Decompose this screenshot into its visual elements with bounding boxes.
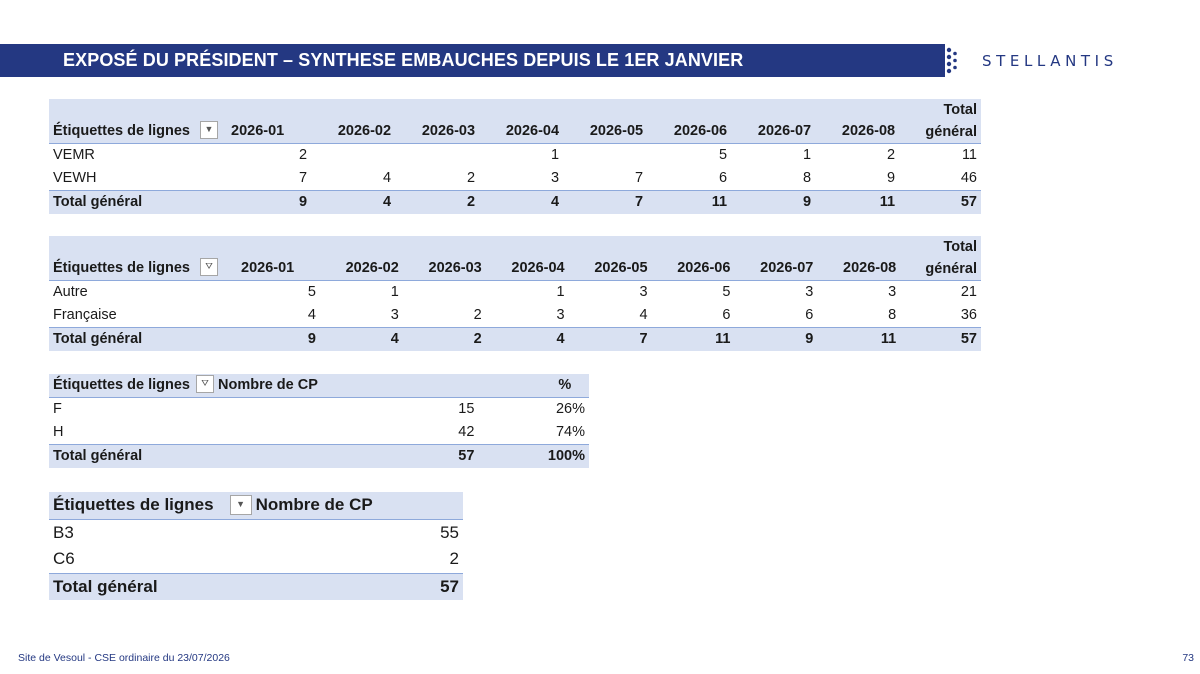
- cell: 1: [803, 147, 812, 163]
- col-header: 2026-05: [569, 236, 652, 281]
- cell: 3: [639, 284, 648, 300]
- cell: 4: [382, 170, 392, 186]
- cell: 42: [458, 424, 475, 440]
- grand-total-percent: 100%: [478, 445, 589, 469]
- pivot-table-gender: [49, 374, 589, 468]
- dropdown-arrow-icon[interactable]: ▼: [200, 121, 218, 139]
- col-header-percent: %: [478, 374, 589, 398]
- row-label: Total général: [49, 191, 227, 215]
- cell: 15: [458, 401, 475, 417]
- cell: 2: [298, 147, 308, 163]
- cell: 3: [550, 170, 560, 186]
- cell: 8: [803, 170, 812, 186]
- col-header: 2026-03: [403, 236, 486, 281]
- col-header: 2026-07: [734, 236, 817, 281]
- cell: 7: [563, 191, 647, 215]
- empty-header-cell: [360, 374, 478, 398]
- cell: 2: [466, 170, 476, 186]
- col-header: 2026-08: [817, 236, 900, 281]
- grand-total: 57: [360, 445, 478, 469]
- cell: 9: [227, 191, 311, 215]
- cell: 3: [888, 284, 897, 300]
- cell: 11: [815, 191, 899, 215]
- table-header-row: [49, 374, 589, 398]
- cell: 3: [556, 307, 565, 323]
- row-labels-header: Étiquettes de lignes ▼: [49, 99, 227, 144]
- cell: 2: [395, 191, 479, 215]
- col-header: 2026-06: [647, 99, 731, 144]
- col-header: 2026-08: [815, 99, 899, 144]
- cell: 2: [473, 307, 482, 323]
- cell: [403, 281, 486, 305]
- cell: 74%: [555, 424, 585, 440]
- col-header: 2026-03: [395, 99, 479, 144]
- cell: 11: [817, 328, 900, 352]
- table-row: [49, 281, 981, 305]
- row-label: Total général: [49, 573, 415, 600]
- row-label: C6: [53, 549, 75, 568]
- cell: 7: [569, 328, 652, 352]
- cell: 2: [403, 328, 486, 352]
- cell: 7: [635, 170, 644, 186]
- cell: 9: [887, 170, 896, 186]
- filter-funnel-icon[interactable]: ⛛: [200, 258, 218, 276]
- stellantis-logo: STELLANTIS: [982, 52, 1118, 70]
- col-header: 2026-07: [731, 99, 815, 144]
- table-header-row: [49, 492, 463, 519]
- cell: 2: [887, 147, 896, 163]
- dropdown-arrow-icon[interactable]: ▼: [230, 495, 252, 515]
- grand-total-row: [49, 328, 981, 352]
- cell: 6: [722, 307, 731, 323]
- row-labels-header: Étiquettes de lignes ⛛ Nombre de CP: [49, 374, 360, 398]
- slide-title-bar: [0, 44, 945, 77]
- cell: 9: [237, 328, 320, 352]
- cell: 55: [440, 522, 459, 542]
- row-label: Autre: [53, 284, 88, 300]
- cell: 3: [390, 307, 399, 323]
- cell: [311, 144, 395, 168]
- row-label: F: [53, 401, 62, 417]
- slide-footer: Site de Vesoul - CSE ordinaire du 23/07/2026: [18, 652, 230, 664]
- grand-total: 57: [900, 328, 981, 352]
- cell: 9: [731, 191, 815, 215]
- row-label: Total général: [49, 328, 237, 352]
- cell: 1: [390, 284, 399, 300]
- cell: 6: [805, 307, 814, 323]
- cell: 5: [307, 284, 316, 300]
- table-row: [49, 144, 981, 168]
- table-row: [49, 519, 463, 546]
- col-header: 2026-02: [320, 236, 403, 281]
- table-header-row: [49, 236, 981, 281]
- row-labels-header: Étiquettes de lignes ⛛: [49, 236, 237, 281]
- row-label: VEMR: [53, 147, 95, 163]
- row-label: H: [53, 424, 64, 440]
- cell: 11: [652, 328, 735, 352]
- row-total: 36: [960, 307, 977, 323]
- cell: 8: [888, 307, 897, 323]
- row-labels-header: Étiquettes de lignes ▼ Nombre de CP: [49, 492, 415, 519]
- cell: 4: [479, 191, 563, 215]
- col-header: 2026-01: [237, 236, 320, 281]
- row-label: Française: [53, 307, 117, 323]
- grand-total: 57: [415, 573, 463, 600]
- filter-funnel-icon[interactable]: ⛛: [196, 375, 214, 393]
- cell: 4: [307, 307, 316, 323]
- cell: 7: [298, 170, 308, 186]
- grand-total-row: [49, 191, 981, 215]
- cell: 4: [320, 328, 403, 352]
- total-col-header: Total général: [899, 99, 981, 144]
- table-row: [49, 546, 463, 573]
- cell: 5: [719, 147, 728, 163]
- row-label: Total général: [49, 445, 360, 469]
- pivot-table-nationality: [49, 236, 981, 351]
- table-row: [49, 167, 981, 191]
- cell: 5: [722, 284, 731, 300]
- row-total: 11: [961, 147, 977, 163]
- table-header-row: [49, 99, 981, 144]
- total-col-header: Total général: [900, 236, 981, 281]
- col-header: 2026-02: [311, 99, 395, 144]
- row-label: VEWH: [53, 170, 97, 186]
- empty-header-cell: [415, 492, 463, 519]
- row-label: B3: [53, 522, 74, 542]
- col-header: 2026-04: [486, 236, 569, 281]
- cell: 26%: [555, 401, 585, 417]
- cell: 9: [734, 328, 817, 352]
- stellantis-dots-icon: [938, 46, 960, 76]
- pivot-table-site: [49, 99, 981, 214]
- row-total: 21: [960, 284, 977, 300]
- col-header: 2026-04: [479, 99, 563, 144]
- cell: 4: [311, 191, 395, 215]
- col-header: 2026-06: [652, 236, 735, 281]
- table-row: [49, 304, 981, 328]
- cell: 2: [449, 549, 459, 568]
- col-header: 2026-05: [563, 99, 647, 144]
- cell: 1: [550, 147, 560, 163]
- col-header: 2026-01: [227, 99, 311, 144]
- grand-total-row: [49, 573, 463, 600]
- cell: 11: [647, 191, 731, 215]
- table-row: [49, 398, 589, 422]
- cell: 4: [639, 307, 648, 323]
- grand-total-row: [49, 445, 589, 469]
- grand-total: 57: [899, 191, 981, 215]
- cell: [395, 144, 479, 168]
- page-number: 73: [1182, 652, 1194, 664]
- row-total: 46: [960, 170, 977, 186]
- slide-title: EXPOSÉ DU PRÉSIDENT – SYNTHESE EMBAUCHES DEPUIS LE 1ER JANVIER: [63, 50, 744, 70]
- cell: 3: [805, 284, 814, 300]
- cell: 4: [486, 328, 569, 352]
- cell: [563, 144, 647, 168]
- table-row: [49, 421, 589, 445]
- pivot-table-classification: [49, 492, 463, 600]
- cell: 6: [719, 170, 728, 186]
- cell: 1: [556, 284, 565, 300]
